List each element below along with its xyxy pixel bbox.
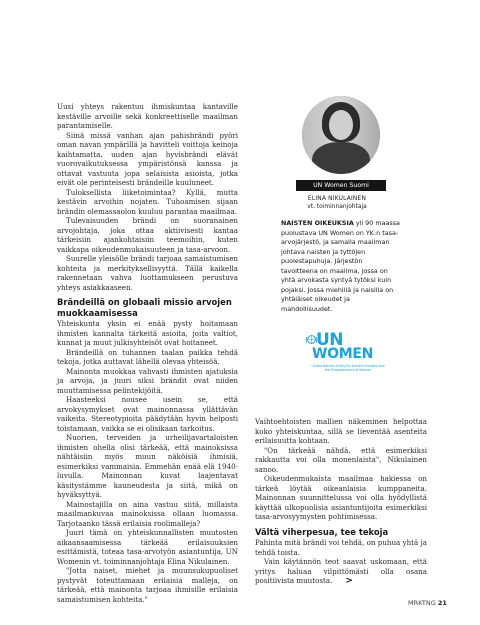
paragraph: Haasteeksi nousee usein se, että arvokysymykset ovat mainonnassa yllättävän vaikeita. Stereotypioita päädytään hyvin helposti toistamaan, vaikka se ei olisikaan tarkoitus. bbox=[57, 395, 238, 433]
paragraph-text: Vain käytännön teot saavat uskomaan, että yritys haluaa vilpittömästi olla osana positiivista muutosta. bbox=[255, 557, 427, 585]
photo-badge: UN Women Suomi bbox=[296, 180, 386, 191]
paragraph: "Jotta naiset, miehet ja muunsukupuoliset pystyvät toteuttamaan erilaisia malleja, on tärkeää, että mainonta tarjoaa ihmisille erilaisia samaistumisen kohteita." bbox=[57, 566, 238, 604]
paragraph: Mainostajilla on aina vastuu siitä, millaista maailmankuvaa mainoksissa ollaan luomassa. Tarjotaanko tässä erilaisia roolimalleja? bbox=[57, 499, 238, 528]
paragraph: Tuloksellista liiketoimintaa? Kyllä, mutta kestävin arvoihin nojaten. Tuhoamisen sijaan brändin olemassaolon kuuluu parantaa maailmaa. bbox=[57, 187, 238, 216]
paragraph: Brändeillä on tuhannen taalan paikka tehdä tekoja, jotka auttavat lähellä olevaa yhteisöä. bbox=[57, 347, 238, 366]
paragraph: Vaihtoehtoisten mallien näkeminen helpottaa koko yhteiskuntaa, sillä se lieventää asenteita erilaisuutta kohtaan. bbox=[255, 417, 427, 445]
photo-body bbox=[312, 142, 370, 174]
sidebar-text bbox=[281, 219, 401, 314]
logo-women-text: WOMEN bbox=[312, 346, 374, 362]
section-heading: Vältä viherpesua, tee tekoja bbox=[255, 526, 389, 537]
logo-un-text: UN bbox=[316, 330, 344, 350]
right-column bbox=[255, 417, 427, 587]
paragraph bbox=[255, 557, 427, 587]
magazine-name: MRKTNG bbox=[408, 599, 436, 607]
caption-role: vt. toiminnanjohtaja bbox=[307, 204, 367, 210]
sidebar-body: yli 90 maassa puolustava UN Women on YK:n tasa-arvojärjestö, ja samalla maailman johtava naisten ja tyttöjen puolestapuhuja. Järjestön tavoitteena on maailma, jossa on yhtä arvokasta syntyä tytöksi kuin pojaksi. Jossa miehillä ja naisilla on yhtäläiset oikeudet ja mahdollisuudet. bbox=[281, 219, 400, 313]
paragraph: Pahinta mitä brändi voi tehdä, on puhua yhtä ja tehdä toista. bbox=[255, 538, 427, 557]
portrait-photo bbox=[302, 96, 380, 174]
paragraph: Uusi yhteys rakentuu ihmiskuntaa kantaville kestäville arvoille sekä konkreettiselle maailman parantamiselle. bbox=[57, 102, 238, 130]
paragraph: Siinä missä vanhan ajan pahisbrändi pyöri oman navan ympärillä ja havitteli voittoja keinoja kaihtamatta, uuden ajan hyvisbrändi elävät vuorovaikutuksessa ympäristönsä kanssa ja ottavat vastuuta jopa selaisista asioista, jotka eivät ole perinteisesti brändeille kuuluneet. bbox=[57, 130, 238, 187]
section-heading: Brändeillä on globaali missio arvojen muokkaamisessa bbox=[57, 297, 232, 318]
page-footer bbox=[408, 599, 447, 607]
paragraph: Yhteiskunta yksin ei enää pysty hoitamaan ihmisten kannalta tärkeitä asioita, joita valtiot, kunnat ja muut julkisyhteisöt ovat hoitaneet. bbox=[57, 319, 238, 347]
continue-arrow-icon: > bbox=[345, 576, 353, 586]
left-column bbox=[57, 102, 238, 604]
un-women-logo bbox=[303, 331, 393, 387]
paragraph: Oikeudenmukaista maailmaa hakiessa on tärkeä löytää oikeanlaisia kumppaneita. Mainonnan suunnittelussa voi olla hyödyllistä käyttää ulkopuolisia asiantuntijoita esimerkiksi tasa-arvosyymysten pohtimisessa. bbox=[255, 474, 427, 521]
photo-face bbox=[329, 110, 353, 140]
paragraph: Mainonta muokkaa vahvasti ihmisten ajatuksia ja arvoja, ja juuri siksi brändit ovat niiden muuttamisessa pelintekijöitä. bbox=[57, 366, 238, 395]
paragraph: Tulevaisuuden brändi on suoranainen arvojohtaja, joka ottaa aktiivisesti kantaa tärkeisiin ajankohtaisiin teemoihin, kuten vaikkapa oikeudenmukaisuuteen ja tasa-arvoon. bbox=[57, 216, 238, 254]
sidebar-lead: NAISTEN OIKEUKSIA bbox=[281, 219, 354, 227]
paragraph: Juuri tämä on yhteiskunnallisten muutosten aikaansaamisessa tärkeää erilaisuuksien esittämistä, toteaa tasa-arvotyön asiantuntija, UN Womenin vt. toiminnanjohtaja Elina Nikulainen. bbox=[57, 528, 238, 566]
caption-name: ELINA NIKULAINEN bbox=[307, 196, 367, 202]
logo-tagline: United Nations Entity for Gender Equality and the Empowerment of Women bbox=[311, 364, 385, 372]
page-number: 21 bbox=[437, 599, 447, 607]
paragraph: Nuorien, terveiden ja urheilijavartaloisten ihmisten ohella olisi tärkeää, että mainoksissa nähtäisiin myös muun näköisiä ihmisiä, esimerkiksi vammaisia. Emmehän enää elä 1940-luvulla. Mainonnan kuvat laajentavat käsitystämme kauneudesta ja siitä, mikä on hyväksyttyä. bbox=[57, 433, 238, 499]
paragraph: Suurelle yleisölle brändi tarjoaa samaistumisen kohteita ja merkityksellisyyttä. Tällä kaikella rakennetaan vahva luottamukseen perustuva yhteys asiakkaaseen. bbox=[57, 254, 238, 292]
paragraph: "On tärkeää nähdä, että esimerkiksi rakkautta voi olla monenlaista", Nikulainen sanoo. bbox=[255, 445, 427, 474]
